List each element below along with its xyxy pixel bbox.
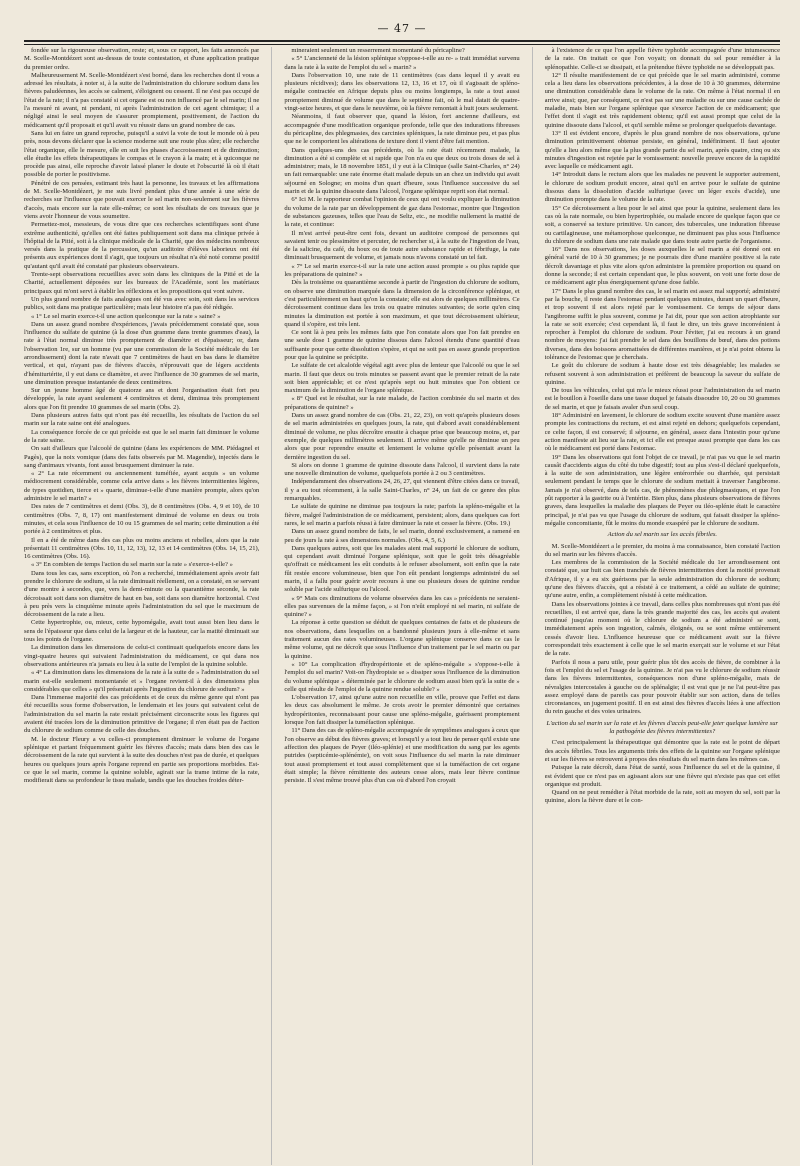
paragraph: Indépendamment des observations 24, 26, 27, qui viennent d'être citées dans ce travail, il y a eu tout récemment, à la salle Saint-Charles, n° 24, un fait de ce genre des plus remarquables. bbox=[284, 478, 520, 503]
paragraph: Il m'est arrivé peut-être cent fois, devant un auditoire composé de personnes qui savaient tenir ou plessimètre et percuter, de rechercher si, à la suite de l'ingestion de l'eau, de la salicine, du café, du houx ou de toute autre substance rapide et fébrifuge, la rate diminuait brusquement de volume, et jamais nous n'avons constaté un tel fait. bbox=[284, 229, 520, 262]
paragraph: Dans l'observation 10, une rate de 11 centimètres (cas dans lequel il y avait eu plusieurs récidives); dans les observations 12, 13, 16 et 17, où il s'agissait de spléno-mégalie contractée en Afrique depuis plus ou moins longtemps, la rate a tout aussi promptement diminué de volume que dans le septième fait, où le mal datait de quatre-vingt-seize heures, et que dans le neuvième, où la fièvre remontait à huit jours seulement. bbox=[284, 71, 520, 113]
paragraph: 12° Il résulte manifestement de ce qui précède que le sel marin administré, comme cela a lieu dans les observations précédentes, à la dose de 10 à 30 grammes, détermine une diminution considérable dans le volume de la rate. On même à l'état normal il en arrive ainsi; que, par conséquent, ce n'est pas sur une maladie ou sur une cause cachée de maladie, mais bien sur l'organe splénique que s'exerce l'action de ce médicament; que l'effet dont il s'agit est très rapidement obtenu; qu'il est aussi prompt que celui de la quinine dissoute dans l'alcool, et qu'il semble même se prolonger quelquefois davantage. bbox=[544, 71, 780, 129]
paragraph: La diminution dans les dimensions de celui-ci continuait quelquefois encore dans les vingt-quatre heures qui suivaient l'administration du médicament, ce qui dans nos observations antérieures n'a jamais eu lieu à la suite de l'emploi de la quinine soluble. bbox=[24, 644, 260, 668]
paragraph: Quand on ne peut remédier à l'état morbide de la rate, soit au moyen du sel, soit par la quinine, alors la fièvre dure et le con- bbox=[544, 789, 780, 805]
paragraph: mineraient seulement un resserrement momentané du péricapline? bbox=[291, 47, 465, 54]
paragraph: Cette hypertrophie, ou, mieux, cette hypomégalie, avait tout aussi bien lieu dans le sens de l'épaisseur que dans celui de la largeur et de la hauteur, car la matité diminuait sur tous les points de l'organe. bbox=[24, 619, 260, 644]
column-right bbox=[545, 47, 780, 1165]
column-left bbox=[24, 47, 259, 1165]
running-head bbox=[24, 22, 780, 36]
paragraph: Parfois il nous a paru utile, pour guérir plus tôt des accès de fièvre, de combiner à la fois et l'emploi du sel et l'usage de la quinine. Je n'ai pas vu le chlorure de sodium réussir dans les fièvres intermittentes, conséquences non d'une spléno-mégalie, mais de névralgies intercostales à gauche ou de splénalgie; il est vrai que je ne l'ai peut-être pas assez employé dans de pareils cas pour pouvoir établir sur son action, dans de telles circonstances, un jugement positif. Il en est ainsi des fièvres d'accès liées à une affection du rein gauche et des voies urinaires. bbox=[544, 658, 780, 716]
paragraph: L'observation 17, ainsi qu'une autre non recueillie en ville, prouve que l'effet est dans les deux cas absolument le même. Je crois avoir le premier démontré que certaines hydropéritonies, reconnaissant pour cause une spléno-mégalie, guérissent promptement lorsque l'on fait dissiper la tuméfaction splénique. bbox=[284, 694, 520, 727]
paragraph: Le sulfate de cet alcaloïde végétal agit avec plus de lenteur que l'alcoolé ou que le sel marin. Il faut que deux ou trois minutes se passent avant que le premier retrait de la rate soit bien appréciable; et ce n'est qu'après sept ou huit minutes que l'on obtient ce maximum de la diminution de l'organe splénique. bbox=[284, 362, 520, 395]
paragraph: 18° Administré en lavement, le chlorure de sodium excite souvent d'une manière assez prompte les contractions du rectum, et est ainsi rejeté en dehors; quelquefois cependant, ce celte façon, il est conservé; il séjourne, en général, assez dans l'intestin pour qu'une action manifeste ait lieu sur la rate, et ici elle est presque aussi prompte que dans les cas où le médicament est porté dans l'estomac. bbox=[544, 412, 780, 453]
paragraph: « 5° L'ancienneté de la lésion splénique s'oppose-t-elle au re- » trait immédiat survenu dans la rate à la suite de l'emploi du sel » marin? » bbox=[284, 55, 520, 71]
paragraph: Il en a été de même dans des cas plus ou moins anciens et rebelles, alors que la rate présentait 11 centimètres (Obs. 10, 11, 12, 13), 12, 13 et 14 centimètres (Obs. 14, 15, 21), 16 centimètres (Obs. 16). bbox=[24, 536, 260, 561]
paragraph: Un plus grand nombre de faits analogues ont été vus avec soin, soit dans les services publics, soit dans ma pratique particulière; mais leur histoire n'a pas été rédigée. bbox=[24, 295, 260, 312]
paragraph: « 2° La rate récemment ou anciennement tuméfiée, ayant acquis » un volume médiocrement considérable, comme cela arrive dans » les fièvres intermittentes légères, de types quotidien, tierce et » quarte, diminue-t-elle d'une manière prompte, alors qu'on administre le sel marin? » bbox=[24, 470, 260, 503]
text-columns bbox=[24, 47, 780, 1165]
paragraph: fondée sur la rigoureuse observation, reste; et, sous ce rapport, les faits annoncés par M. Scelle-Montdézert sont au-dessus de toute contestation, et d'une application pratique du premier ordre. bbox=[24, 47, 260, 71]
paragraph: Permettez-moi, messieurs, de vous dire que ces recherches scientifiques sont d'une extrême authenticité, qu'elles ont été faites publiquement soit dans ma clinique privée à l'hôpital de la Pitié, soit à la clinique médicale de la Charité, que des médecins nombreux versés dans la pratique de la percussion, qu'un auditoire d'élèves laborieux ont été présents aux expériences dont il s'agit, que toujours un résultat n'a été noté comme positif qu'autant qu'il avait été constaté par plusieurs observateurs. bbox=[24, 221, 260, 270]
paragraph: Le goût du chlorure de sodium à haute dose est très désagréable; les malades se refusent souvent à son administration et préfèrent de beaucoup la saveur du sulfate de quinine. bbox=[544, 362, 780, 386]
paragraph: « 4° La diminution dans les dimensions de la rate à la suite de » l'administration du sel marin est-elle seulement momentanée et » l'organe revient-il à des dimensions plus considérables que celles » qu'il présentait après l'ingestion du chlorure de sodium? » bbox=[24, 669, 260, 693]
paragraph: « 9° Mais ces diminutions de volume observées dans les cas » précédents ne seraient-elles pas survenues de la même façon, » si l'on n'eût employé ni sel marin, ni sulfate de quinine? » bbox=[284, 594, 520, 619]
column-middle bbox=[284, 47, 519, 1165]
paragraph: Dès la troisième ou quarantième seconde à partir de l'ingestion du chlorure de sodium, on observe une diminution marquée dans la dimension de la circonférence splénique, et c'est particulièrement en haut qu'on la constate; elle est alors de quelques millimètres. Ce décroissement continue dans les trois ou quatre minutes suivantes; de sorte qu'en cinq minutes la diminution est portée à son maximum, et que tout décroissement ultérieur, quand il s'opère, est très lent. bbox=[284, 279, 520, 328]
paragraph: M. le docteur Fleury a vu celles-ci promptement diminuer le volume de l'organe splénique et partant fréquemment guérir les fièvres d'accès; mais dans bien des cas le décroissement de la rate qui survient à la suite des douches n'est pas de durée, et quelques heures ou quelques jours après l'organe reprend en partie ses proportions morbides. Est-ce que le sel marin, comme la quinine soluble, agirait sur la trame intime de la rate, modifierait dans sa profondeur le tissu malade, tandis que les douches froides déter- bbox=[24, 735, 260, 785]
header-rule bbox=[24, 40, 780, 45]
paragraph: Trente-sept observations recueillies avec soin dans les cliniques de la Pitié et de la Charité, actuellement déposées sur les bureaux de l'Académie, sont les matériaux principaux qui m'ont servi à établir les réflexions et les propositions qui vont suivre. bbox=[24, 271, 260, 295]
paragraph: C'est principalement la thérapeutique qui démontre que la rate est le point de départ des accès fébriles. Tous les arguments tirés des effets de la quinine sur l'organe splénique et sur les fièvres se retrouvent à propos des résultats du sel marin dans les mêmes cas. bbox=[544, 739, 780, 763]
column-divider bbox=[532, 47, 533, 1165]
paragraph: 13° Il est évident encore, d'après le plus grand nombre de nos observations, qu'une diminution primitivement obtenue persiste, en général, indéfiniment. Il faut ajouter qu'elle a lieu alors même que la plus grande partie du sel marin, après quatre, cinq ou six minutes d'ingestion est rejetée par le vomissement: nouvelle preuve encore de la rapidité avec laquelle ce médicament agit. bbox=[544, 129, 780, 171]
paragraph: à l'existence de ce que l'on appelle fièvre typhoïde accompagnée d'une intumescence de la rate. On traitait ce que l'on voyait; on donnait du sel pour remédier à la splénopathie. Celle-ci se dissipait, et la prétendue fièvre typhoïde ne se développait pas. bbox=[544, 47, 780, 71]
paragraph: Dans un assez grand nombre de faits, le sel marin, donné exclusivement, a ramené en peu de jours la rate à ses dimensions normales. (Obs. 4, 5, 6.) bbox=[284, 528, 520, 544]
paragraph: Dans tous les cas, sans exception, où l'on a recherché, immédiatement après avoir fait prendre le chlorure de sodium, si la rate diminuait réellement, on a constaté, en se servant d'une montre à secondes, que, vers la demi-minute ou la quarantième seconde, la rate décroissait soit dans son diamètre de haut en bas, soit dans son diamètre horizontal. C'est à peu près vers la cinquième minute après l'administration du sel que le maximum de décroissement de la rate a lieu. bbox=[24, 569, 260, 619]
paragraph: 16° Dans nos observations, les doses auxquelles le sel marin a été donné ont en général varié de 10 à 30 grammes; je ne pourrais dire d'une manière positive si la rate décroît davantage et plus vite alors qu'on administre la première proportion ou quand on donne la seconde; il est certain cependant que, le plus souvent, on voit une forte dose de ce médicament agir plus énergiquement qu'une dose faible. bbox=[544, 246, 780, 287]
paragraph: 6° Ici M. le rapporteur combat l'opinion de ceux qui ont voulu expliquer la diminution du volume de la rate par un développement de gaz dans l'estomac, montre que l'ingestion de substances gazeuses, telles que l'eau de Seltz, etc., ne modifie nullement la matité de la rate, et continue: bbox=[284, 196, 520, 229]
page-number: — 47 — bbox=[377, 22, 427, 35]
paragraph: 15° Ce décroissement a lieu pour le sel ainsi que pour la quinine, seulement dans les cas où la rate normale, ou bien hypertrophiée, ou malade encore de quelque façon que ce soit, a conservé sa texture primitive. Un cancer, des tubercules, une induration fibreuse ou cartilagineuse, une métamorphose quelconque, ne diminuent pas plus sous l'influence du chlorure de sodium dans une rate malade que dans toute autre partie de l'organisme. bbox=[544, 204, 780, 245]
paragraph: Pénétré de ces pensées, estimant très haut la personne, les travaux et les affirmations de M. Scelle-Montdézert, je me suis livré pendant plus d'une année à une série de recherches sur l'influence que pouvait exercer le sel marin non-seulement sur les fièvres d'accès, mais encore sur la rate elle-même; ce sont les résultats de ces travaux que je viens avoir l'honneur de vous soumettre. bbox=[24, 179, 260, 220]
paragraph: Néanmoins, il faut observer que, quand la lésion, fort ancienne d'ailleurs, est accompagnée d'une modification organique profonde, telle que des indurations fibreuses du péricapline, des phlegmasies, des carcinies spléniques, la rate diminue peu, et pas plus que ne le comportent les altérations de texture dont il vient d'être fait mention. bbox=[284, 113, 520, 146]
paragraph: De tous les véhicules, celui qui m'a le mieux réussi pour l'administration du sel marin est le bouillon à l'oseille dans une tasse duquel je faisais dissoudre 10, 20 ou 30 grammes de sel marin, et que je faisais avaler d'un seul coup. bbox=[544, 387, 780, 411]
paragraph: La conséquence forcée de ce qui précède est que le sel marin fait diminuer le volume de la rate saine. bbox=[24, 428, 260, 444]
paragraph: « 7° Le sel marin exerce-t-il sur la rate une action aussi prompte » ou plus rapide que les préparations de quinine? » bbox=[284, 262, 520, 279]
paragraph: « 8° Quel est le résultat, sur la rate malade, de l'action combinée du sel marin et des préparations de quinine? » bbox=[284, 395, 520, 411]
paragraph: « 1° Le sel marin exerce-t-il une action quelconque sur la rate » saine? » bbox=[31, 312, 221, 320]
paragraph: On sait d'ailleurs que l'alcoolé de quinine (dans les expériences de MM. Piédagnel et Pagès), que la noix vomique (dans des faits observés par M. Magendie), injectés dans le sang d'animaux vivants, font aussi brusquement diminuer la rate. bbox=[24, 445, 260, 469]
paragraph: Si alors on donne 1 gramme de quinine dissoute dans l'alcool, il survient dans la rate une nouvelle diminution de volume, quelquefois portée à 2 ou 3 centimètres. bbox=[284, 461, 520, 478]
section-heading: L'action du sel marin sur la rate et les fièvres d'accès peut-elle jeter quelque lumière sur la pathogénie des fièvres intermittentes? bbox=[546, 719, 779, 736]
paragraph: Le sulfate de quinine ne diminue pas toujours la rate; parfois la spléno-mégalie et la fièvre, malgré l'administration de ce médicament, persistent; alors, dans quelques cas fort rares, le sel marin a parfois réussi à faire diminuer la rate et cesser la fièvre. (Obs. 19.) bbox=[284, 503, 520, 527]
paragraph: M. Scelle-Montdézert a le premier, du moins à ma connaissance, bien constaté l'action du sel marin sur les fièvres d'accès. bbox=[544, 542, 780, 558]
paragraph: Malheureusement M. Scelle-Montdézert s'est borné, dans les recherches dont il vous a adressé les résultats, à noter si, à la suite de l'administration du chlorure sodium dans les fièvres paludéennes, les accès se calment, s'éloignent ou cessent. Il ne s'est pas occupé de l'état de la rate; il n'a pas constaté si cet organe est ou non influencé par le sel marin; il ne l'a mesuré ni avant, ni pendant, ni après l'administration de cet agent chimique; il a négligé ainsi le seul moyen de s'assurer promptement, positivement, de l'action du médicament qu'il proposait et qu'il avait vu réussir dans un grand nombre de cas. bbox=[24, 71, 260, 129]
paragraph: Sans lui en faire un grand reproche, puisqu'il a suivi la voie de tout le monde où à peu près, nous devons déclarer que la science moderne suit une route plus sûre; elle recherche l'état organique, elle le mesure, elle en suit les phases d'accroissement et de diminution; elle étudie les effets thérapeutiques le compas et le crayon à la main; et à quiconque ne procède pas ainsi, elle reproche d'avoir laissé planer le doute et l'obscurité là où il était possible de porter le positivisme. bbox=[24, 129, 260, 179]
paragraph: 11° Dans des cas de spléno-mégalie accompagnée de symptômes analogues à ceux que l'on observe au début des fièvres graves; et lorsqu'il y a tout lieu de penser qu'il existe une affection des plaques de Peyer (iléo-splénie) et une modification du sang par les agents putrides (septicémie-splénémie), on voit sous l'influence du sel marin la rate diminuer tout aussi promptement et tout aussi complètement que si la tuméfaction de cet organe était simple; la fièvre rémittente des auteurs cesse alors, mais leur fièvre continue persiste. Il s'est même trouvé plus d'un cas où d'abord l'on croyait bbox=[284, 727, 520, 785]
paragraph: 14° Introduit dans le rectum alors que les malades ne peuvent le supporter autrement, le chlorure de sodium produit encore, ainsi qu'il en arrive pour le sulfate de quinine dissous dans la dissolution d'acide sulfurique (avec un léger excès d'acide), une diminution prompte dans le volume de la rate. bbox=[544, 171, 780, 204]
paragraph: Dans les observations jointes à ce travail, dans celles plus nombreuses qui n'ont pas été recueillies, il est arrivé que, dans la très grande majorité des cas, les accès qui avaient continué jusqu'au moment où le chlorure de sodium a été administré se sont, immédiatement après son ingestion, calmés, éloignés, ou se sont même entièrement cessés d'avoir lieu. L'influence heureuse que ce médicament avait sur la fièvre correspondait très exactement à celle que le sel marin exerçait sur le volume et sur l'état de la rate. bbox=[544, 600, 780, 658]
section-heading: Action du sel marin sur les accès fébriles. bbox=[607, 531, 718, 539]
paragraph: Dans quelques autres, soit que les malades aient mal supporté le chlorure de sodium, qui cependant avait diminué l'organe splénique, soit que le goût très désagréable qu'offrait ce médicament les eût conduits à le refuser absolument, soit enfin que la rate fût restée encore volumineuse, bien que l'on eût pendant longtemps administré du sel marin, il a fallu pour guérir avoir recours à une ou plusieurs doses de quinine rendue soluble par l'acide sulfurique ou l'alcool. bbox=[284, 544, 520, 594]
paragraph: « 3° En combien de temps l'action du sel marin sur la rate » s'exerce-t-elle? » bbox=[31, 561, 233, 569]
paragraph: Dans quelques-uns des cas précédents, où la rate était récemment malade, la diminution a été si complète et si rapide que l'on n'a eu que deux ou trois doses de sel à administrer; mais, le 18 novembre 1851, il y eut à la Clinique (salle Saint-Charles, n° 24) un fait remarquable: une rate énorme était malade depuis un an chez un individu qui avait séjourné en Sologne; en moins d'un quart d'heure, sous l'influence successive du sel marin et de la quinine dissoute dans l'alcool, l'organe splénique reprit son état normal. bbox=[284, 146, 520, 196]
paragraph: 17° Dans le plus grand nombre des cas, le sel marin est assez mal supporté; administré par la bouche, il reste dans l'estomac pendant quelques minutes, durant un quart d'heure, et trop souvent il est alors rejeté par le vomissement. Ce temps de séjour dans l'angibrome suffit le plus souvent, comme je l'ai dit, pour que son action atrophiante sur la rate se soit exercée; c'est cependant là, il faut le dire, un très grave inconvénient à reprocher à l'emploi du chlorure de sodium. Pour l'éviter, j'ai eu recours à un grand nombre de moyens: j'ai fait prendre le sel dans des bouillons de bœuf, dans des potions diverses, dans des boissons aromatisées de différentes manières, et je n'ai point obtenu la tolérance de l'estomac que je cherchais. bbox=[544, 287, 780, 361]
paragraph: « 10° La complication d'hydropéritonie et de spléno-mégalie » s'oppose-t-elle à l'emploi du sel marin? Voit-on l'hydropisie se » dissiper sous l'influence de la diminution du volume splénique » déterminée par le chlorure de sodium aussi bien qu'à la suite de » celle qui résulte de l'emploi de la quinine rendue soluble? » bbox=[284, 660, 520, 693]
paragraph: Puisque la rate décroît, dans l'état de santé, sous l'influence du sel et de la quinine, il est évident que ce n'est pas en agissant alors sur une fièvre qui n'existe pas que cet effet organique est produit. bbox=[544, 764, 780, 788]
paragraph: 19° Dans les observations qui font l'objet de ce travail, je n'ai pas vu que le sel marin causât d'accidents aigus du côté du tube digestif; tout au plus s'est-il déclaré quelquefois, à la suite de son administration, une légère entérorrhée ou diarrhée, qui persistait seulement pendant le temps que le chlorure de sodium mettait à traverser l'angibrome. Jamais je n'ai observé, dans de tels cas, de phénomènes due phlegmasiques, et que l'on pût rapporter à la gastrite ou à l'entérite. Bien plus, dans plusieurs observations de fièvres graves, dans lesquelles la maladie des plaques de Peyer ou iléo-splénie était le caractère principal, je n'ai pas vu que l'usage du chlorure de sodium, qui faisait dissiper la spléno-mégalie concomitante, fût le moins du monde exaspéré par le chlorure de sodium. bbox=[544, 453, 780, 527]
paragraph: Ce sont là à peu près les mêmes faits que l'on constate alors que l'on fait prendre en une seule dose 1 gramme de quinine dissous dans l'alcool étendu d'une quantité d'eau suffisante pour que cette dissolution s'opère, et qui ne soit pas en assez grande proportion pour que la quinine se précipite. bbox=[284, 329, 520, 361]
paragraph: Dans plusieurs autres faits qui n'ont pas été recueillis, les résultats de l'action du sel marin sur la rate saine ont été analogues. bbox=[24, 412, 260, 428]
paragraph: Dans un assez grand nombre d'expériences, j'avais précédemment constaté que, sous l'influence du sulfate de quinine (à la dose d'un gramme dans trente grammes d'eau), la rate à l'état normal diminue très promptement de diamètre et d'épaisseur; or, dans l'observation 1re, sur un homme (vu par une commission de la Société médicale du 1er arrondissement) dont la rate n'avait que 7 centimètres de haut en bas dans le diamètre vertical, et qui, n'ayant pas de fièvres d'accès, n'éprouvait que de légers accidents d'hémiturtérite, il y eut dans ce diamètre, et avec l'influence de 30 grammes de sel marin, une diminution presque instantanée de deux centimètres. bbox=[24, 320, 260, 386]
column-divider bbox=[271, 47, 272, 1165]
paragraph: Dans l'immense majorité des cas précédents et de ceux du même genre qui n'ont pas été recueillis sous forme d'observation, le lendemain et les jours qui suivaient celui de l'administration du sel marin la rate restait précisément circonscrite sous les figures qui avaient été tracées lors de la diminution primitive de l'organe; il n'en était pas de l'action du chlorure de sodium comme de celle des douches. bbox=[24, 694, 260, 735]
paragraph: Dans un assez grand nombre de cas (Obs. 21, 22, 23), on voit qu'après plusieurs doses de sel marin administrées en quelques jours, la rate, qui d'abord avait considérablement diminué de volume, ne plus décroître ensuite à chaque prise que beaucoup moins, et, par exemple, de quelques millimètres seulement. Il arrive même qu'elle ne diminue un peu alors que pour reprendre ensuite et lentement le volume qu'elle présentait avant la dernière ingestion du sel. bbox=[284, 412, 520, 461]
paragraph: Des rates de 7 centimètres et demi (Obs. 3), de 8 centimètres (Obs. 4, 9 et 10), de 10 centimètres (Obs. 7, 8, 17) ont manifestement diminué de volume en deux ou trois minutes, et cela sous l'influence de 10 ou 15 grammes de sel marin; cette diminution a été portée à 2 centimètres et plus. bbox=[24, 503, 260, 536]
paragraph: Sur un jeune homme âgé de quatorze ans et dont l'organisation était fort peu développée, la rate ayant seulement 4 centimètres et demi, diminua très promptement alors que l'on fit prendre 10 grammes de sel marin (Obs. 2). bbox=[24, 387, 260, 411]
paragraph: La réponse à cette question se déduit de quelques centaines de faits et de plusieurs de nos observations, dans lesquelles on a bandonné plusieurs jours à elle-même et sans traitement aucun des rates volumineuses. L'organe splénique conserve dans ce cas le même volume, qui ne décroît que sous l'influence d'un traitement par le sel marin ou par la quinine. bbox=[284, 619, 520, 660]
paragraph: Les membres de la commission de la Société médicale du 1er arrondissement ont constaté que, sur huit cas bien tranchés de fièvres intermittentes dont la moitié provenait d'Afrique, il y a eu six guérisons par la seule administration du chlorure de sodium; qu'une des fièvres d'accès, qui a résisté à ce traitement, a cédé au sulfate de quinine; qu'une autre, enfin, a complètement résisté à cette médication. bbox=[544, 559, 780, 600]
